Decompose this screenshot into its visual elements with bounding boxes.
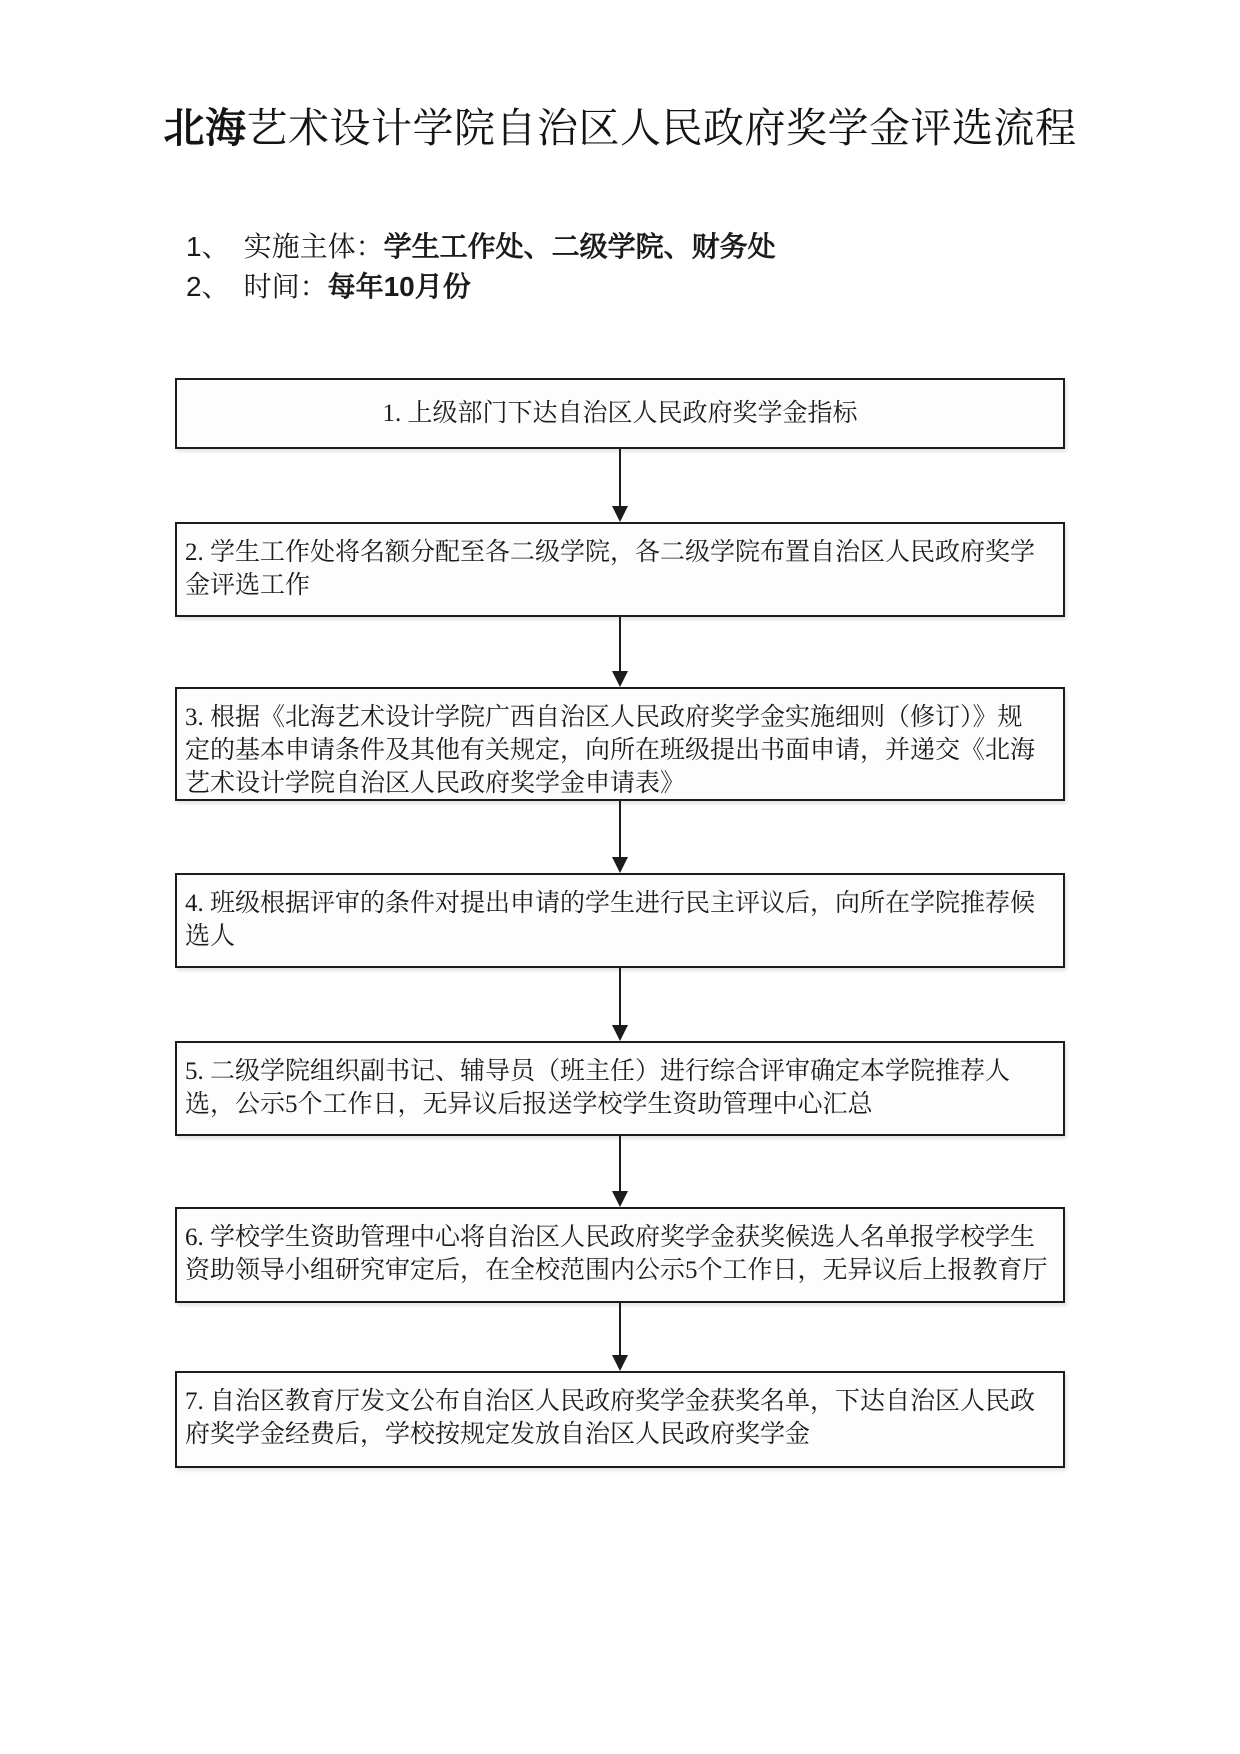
flow-step-6-text: 资助领导小组研究审定后，在全校范围内公示5个工作日，无异议后上报教育厅	[185, 1257, 1048, 1284]
flow-step-2-text: 金评选工作	[185, 572, 311, 599]
flow-step-3	[175, 687, 1065, 801]
info-item-number: 2、	[186, 271, 230, 302]
flow-arrow-4	[612, 968, 628, 1041]
flow-arrow-3	[612, 801, 628, 873]
flow-arrow-2	[612, 617, 628, 687]
arrow-line	[619, 449, 621, 506]
flow-step-3-text: 3. 根据《北海艺术设计学院广西自治区人民政府奖学金实施细则（修订）》规	[185, 704, 1023, 731]
flow-step-4-text: 4. 班级根据评审的条件对提出申请的学生进行民主评议后，向所在学院推荐候	[185, 890, 1036, 917]
flow-step-1-text: 1. 上级部门下达自治区人民政府奖学金指标	[382, 400, 858, 427]
page-title	[0, 103, 1240, 153]
flow-step-1	[175, 378, 1065, 449]
arrow-line	[619, 801, 621, 857]
flow-step-5	[175, 1041, 1065, 1136]
arrow-head-icon	[612, 1025, 628, 1041]
flow-arrow-6	[612, 1303, 628, 1371]
arrow-head-icon	[612, 506, 628, 522]
flow-arrow-1	[612, 449, 628, 522]
title-school-name: 北海	[163, 105, 247, 151]
arrow-head-icon	[612, 1355, 628, 1371]
flow-step-4-text: 选人	[185, 923, 236, 950]
flow-step-6	[175, 1207, 1065, 1303]
title-rest: 艺术设计学院自治区人民政府奖学金评选流程	[246, 105, 1077, 151]
info-item-value: 每年10月份	[327, 271, 471, 302]
arrow-line	[619, 1303, 621, 1355]
arrow-line	[619, 617, 621, 671]
flow-step-5-text: 5. 二级学院组织副书记、辅导员（班主任）进行综合评审确定本学院推荐人	[185, 1058, 1011, 1085]
info-item-time	[186, 270, 471, 304]
flow-step-7-text: 7. 自治区教育厅发文公布自治区人民政府奖学金获奖名单，下达自治区人民政	[185, 1388, 1036, 1415]
info-item-label: 实施主体：	[243, 231, 384, 262]
arrow-head-icon	[612, 1191, 628, 1207]
flow-step-5-text: 选，公示5个工作日，无异议后报送学校学生资助管理中心汇总	[185, 1091, 873, 1118]
flow-arrow-5	[612, 1136, 628, 1207]
flow-step-3-text: 艺术设计学院自治区人民政府奖学金申请表》	[185, 770, 686, 797]
arrow-head-icon	[612, 857, 628, 873]
arrow-line	[619, 1136, 621, 1191]
flow-step-2-text: 2. 学生工作处将名额分配至各二级学院，各二级学院布置自治区人民政府奖学	[185, 539, 1036, 566]
flow-step-2	[175, 522, 1065, 617]
flow-step-3-text: 定的基本申请条件及其他有关规定，向所在班级提出书面申请，并递交《北海	[185, 737, 1036, 764]
info-item-number: 1、	[186, 231, 230, 262]
info-item-implementers	[186, 230, 776, 264]
info-item-label: 时间：	[243, 271, 328, 302]
flow-step-7	[175, 1371, 1065, 1468]
info-item-value: 学生工作处、二级学院、财务处	[383, 231, 776, 262]
flow-step-6-text: 6. 学校学生资助管理中心将自治区人民政府奖学金获奖候选人名单报学校学生	[185, 1224, 1036, 1251]
arrow-head-icon	[612, 671, 628, 687]
flow-step-7-text: 府奖学金经费后，学校按规定发放自治区人民政府奖学金	[185, 1421, 811, 1448]
arrow-line	[619, 968, 621, 1025]
flow-step-4	[175, 873, 1065, 968]
